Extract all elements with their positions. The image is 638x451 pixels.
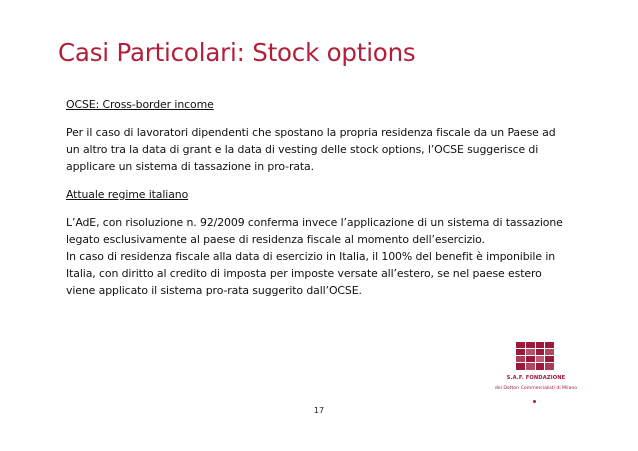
foundation-logo [488, 342, 584, 404]
logo-name: S.A.F. FONDAZIONE [506, 375, 566, 381]
logo-dot-icon [533, 400, 536, 403]
paragraph-line: L’AdE, con risoluzione n. 92/2009 conferma invece l’applicazione di un sistema di tassazione [66, 216, 563, 229]
slide-title: Casi Particolari: Stock options [58, 38, 416, 67]
page-number: 17 [313, 406, 325, 415]
logo-grid-icon [516, 342, 554, 370]
section-heading-ocse: OCSE: Cross-border income [66, 98, 214, 111]
logo-subtitle: dei Dottori Commercialisti di Milano [494, 386, 578, 391]
paragraph-line: In caso di residenza fiscale alla data di esercizio in Italia, il 100% del benefit è imponibile in [66, 250, 556, 263]
paragraph-line: applicare un sistema di tassazione in pro-rata. [66, 160, 314, 173]
slide-body [66, 96, 586, 299]
paragraph-line: un altro tra la data di grant e la data di vesting delle stock options, l’OCSE suggerisce di [66, 143, 539, 156]
paragraph-line: Italia, con diritto al credito di imposta per imposte versate all’estero, se nel paese estero [66, 267, 542, 280]
paragraph-line: viene applicato il sistema pro-rata suggerito dall’OCSE. [66, 284, 362, 297]
paragraph-line: legato esclusivamente al paese di residenza fiscale al momento dell’esercizio. [66, 233, 485, 246]
section-heading-regime: Attuale regime italiano [66, 188, 189, 201]
paragraph-line: Per il caso di lavoratori dipendenti che spostano la propria residenza fiscale da un Paese ad [66, 126, 556, 139]
